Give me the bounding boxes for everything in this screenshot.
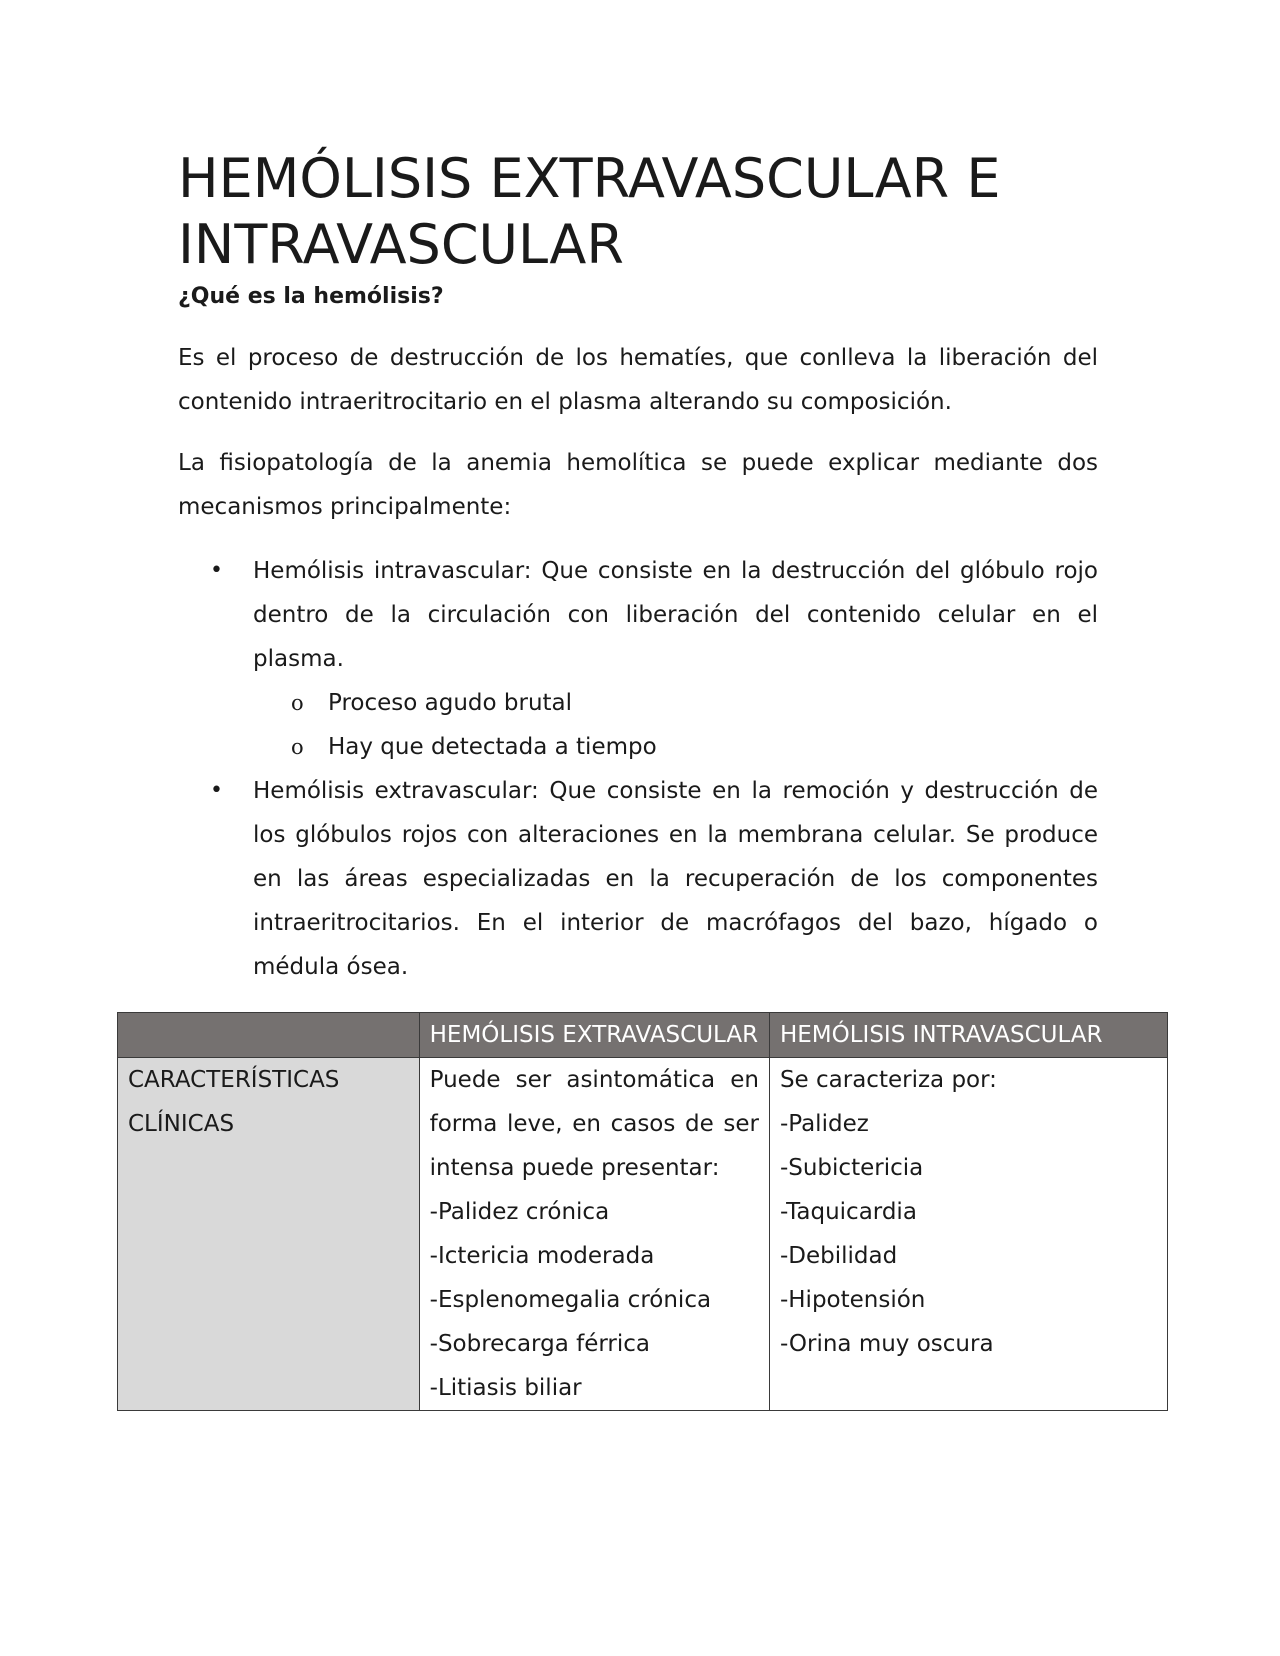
paragraph-definition: Es el proceso de destrucción de los hematíes, que conlleva la liberación del contenido intraeritrocitario en el plasma alterando su composición. xyxy=(178,345,1098,415)
cell-list-item: -Palidez crónica xyxy=(429,1199,610,1225)
table-header-row xyxy=(118,1013,1168,1058)
cell-list-item: -Debilidad xyxy=(779,1243,898,1269)
list-item-intravascular xyxy=(178,549,1098,769)
cell-extravascular xyxy=(419,1058,769,1411)
comparison-table xyxy=(117,1012,1168,1411)
sub-list xyxy=(253,681,1098,769)
page-title: HEMÓLISIS EXTRAVASCULAR E INTRAVASCULAR xyxy=(178,147,1001,276)
sub-list-item-text: Hay que detectada a tiempo xyxy=(328,734,657,760)
cell-list-item: -Esplenomegalia crónica xyxy=(429,1287,712,1313)
circle-bullet-icon: o xyxy=(291,691,304,715)
circle-bullet-icon: o xyxy=(291,735,304,759)
row-label-clinical: CARACTERÍSTICAS CLÍNICAS xyxy=(118,1058,420,1411)
cell-list-item: -Orina muy oscura xyxy=(779,1331,994,1357)
cell-list-item: -Hipotensión xyxy=(779,1287,926,1313)
cell-list-item: -Taquicardia xyxy=(779,1199,917,1225)
list-item-text: Hemólisis intravascular: Que consiste en la destrucción del glóbulo rojo dentro de la circulación con liberación del contenido celular en el plasma. xyxy=(253,558,1098,672)
sub-list-item xyxy=(253,681,1098,725)
list-item-text: Hemólisis extravascular: Que consiste en la remoción y destrucción de los glóbulos rojos con alteraciones en la membrana celular. Se produce en las áreas especializadas en la recuperación de los componentes intraeritrocitarios. En el interior de macrófagos del bazo, hígado o médula ósea. xyxy=(253,778,1098,980)
sub-list-item xyxy=(253,725,1098,769)
bullet-icon: • xyxy=(210,558,223,583)
table-header-empty xyxy=(118,1013,420,1058)
cell-list-item: -Subictericia xyxy=(779,1155,924,1181)
table-header-intravascular: HEMÓLISIS INTRAVASCULAR xyxy=(769,1013,1167,1058)
bullet-icon: • xyxy=(210,778,223,803)
cell-list-item: -Palidez xyxy=(779,1111,869,1137)
list-item-extravascular xyxy=(178,769,1098,989)
table-row xyxy=(118,1058,1168,1411)
mechanisms-list xyxy=(178,549,1098,989)
cell-list-item: -Ictericia moderada xyxy=(429,1243,655,1269)
cell-intravascular xyxy=(769,1058,1167,1411)
paragraph-mechanisms: La fisiopatología de la anemia hemolítica se puede explicar mediante dos mecanismos principalmente: xyxy=(178,450,1098,520)
sub-list-item-text: Proceso agudo brutal xyxy=(328,690,573,716)
cell-intro: Se caracteriza por: xyxy=(779,1067,997,1093)
cell-intro: Puede ser asintomática en forma leve, en casos de ser intensa puede presentar: xyxy=(429,1067,759,1181)
cell-list-item: -Sobrecarga férrica xyxy=(429,1331,650,1357)
section-subtitle: ¿Qué es la hemólisis? xyxy=(178,284,444,309)
cell-list-item: -Litiasis biliar xyxy=(429,1375,582,1401)
table-header-extravascular: HEMÓLISIS EXTRAVASCULAR xyxy=(419,1013,769,1058)
